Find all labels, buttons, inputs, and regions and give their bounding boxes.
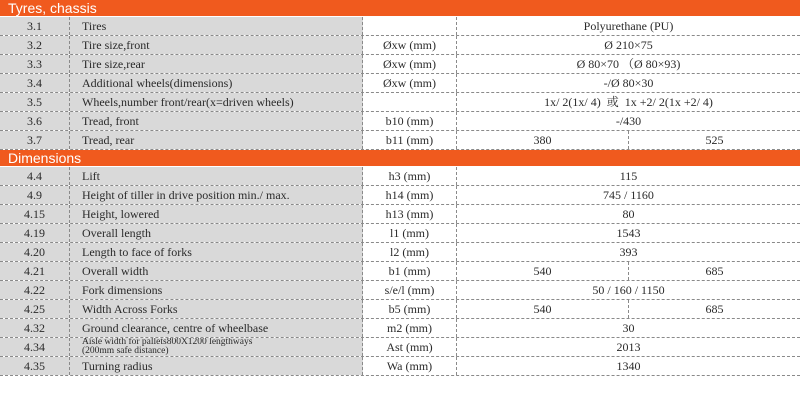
row-label: Tire size,rear bbox=[70, 55, 363, 73]
row-value: -/Ø 80×30 bbox=[603, 76, 654, 90]
row-label: Tire size,front bbox=[70, 36, 363, 54]
table-row bbox=[0, 319, 800, 338]
row-unit: l2 (mm) bbox=[363, 243, 457, 261]
row-label: Length to face of forks bbox=[70, 243, 363, 261]
row-value-left: 540 bbox=[457, 262, 629, 280]
row-number: 4.35 bbox=[0, 357, 70, 375]
row-label: Ground clearance, centre of wheelbase bbox=[70, 319, 363, 337]
row-unit: Øxw (mm) bbox=[363, 36, 457, 54]
row-number: 3.6 bbox=[0, 112, 70, 130]
table-row bbox=[0, 224, 800, 243]
row-label: Height of tiller in drive position min./ max. bbox=[70, 186, 363, 204]
table-row bbox=[0, 300, 800, 319]
row-number: 3.5 bbox=[0, 93, 70, 111]
row-number: 4.34 bbox=[0, 338, 70, 356]
row-value: -/430 bbox=[615, 114, 642, 128]
row-label: Wheels,number front/rear(x=driven wheels) bbox=[70, 93, 363, 111]
row-value-left: 380 bbox=[457, 131, 629, 149]
table-row bbox=[0, 36, 800, 55]
row-label bbox=[70, 338, 363, 356]
row-unit bbox=[363, 17, 457, 35]
row-label: Turning radius bbox=[70, 357, 363, 375]
row-unit: l1 (mm) bbox=[363, 224, 457, 242]
row-value: 2013 bbox=[616, 340, 641, 354]
row-unit: h13 (mm) bbox=[363, 205, 457, 223]
row-number: 4.9 bbox=[0, 186, 70, 204]
table-row bbox=[0, 262, 800, 281]
row-unit: m2 (mm) bbox=[363, 319, 457, 337]
row-value-right: 685 bbox=[705, 302, 724, 316]
row-label: Additional wheels(dimensions) bbox=[70, 74, 363, 92]
table-row bbox=[0, 281, 800, 300]
row-number: 4.4 bbox=[0, 167, 70, 185]
row-value: Ø 210×75 bbox=[604, 38, 653, 52]
row-value: 115 bbox=[619, 169, 638, 183]
row-number: 4.22 bbox=[0, 281, 70, 299]
row-value: 30 bbox=[622, 321, 635, 335]
table-row bbox=[0, 112, 800, 131]
row-value: Polyurethane (PU) bbox=[583, 19, 674, 33]
row-value: Ø 80×70 （Ø 80×93) bbox=[576, 57, 681, 71]
row-unit: b10 (mm) bbox=[363, 112, 457, 130]
row-value: 1340 bbox=[616, 359, 641, 373]
row-value-left: 540 bbox=[457, 300, 629, 318]
row-unit: Øxw (mm) bbox=[363, 55, 457, 73]
row-number: 3.2 bbox=[0, 36, 70, 54]
section-header-dimensions: Dimensions bbox=[0, 150, 800, 167]
row-label: Overall length bbox=[70, 224, 363, 242]
row-number: 4.21 bbox=[0, 262, 70, 280]
row-number: 3.3 bbox=[0, 55, 70, 73]
row-label: Fork dimensions bbox=[70, 281, 363, 299]
table-row bbox=[0, 243, 800, 262]
row-unit: h14 (mm) bbox=[363, 186, 457, 204]
row-number: 3.1 bbox=[0, 17, 70, 35]
table-row bbox=[0, 338, 800, 357]
row-value-right: 525 bbox=[705, 133, 724, 147]
row-value: 80 bbox=[622, 207, 635, 221]
table-row bbox=[0, 55, 800, 74]
row-unit bbox=[363, 93, 457, 111]
row-label: Tread, rear bbox=[70, 131, 363, 149]
row-label: Tires bbox=[70, 17, 363, 35]
row-unit: Øxw (mm) bbox=[363, 74, 457, 92]
row-label: Overall width bbox=[70, 262, 363, 280]
row-label: Width Across Forks bbox=[70, 300, 363, 318]
row-unit: b11 (mm) bbox=[363, 131, 457, 149]
row-value: 393 bbox=[619, 245, 638, 259]
row-number: 4.19 bbox=[0, 224, 70, 242]
table-row bbox=[0, 205, 800, 224]
row-value: 745 / 1160 bbox=[603, 188, 654, 202]
section-header-tyres-chassis: Tyres, chassis bbox=[0, 0, 800, 17]
table-row bbox=[0, 131, 800, 150]
table-row bbox=[0, 167, 800, 186]
row-label: Tread, front bbox=[70, 112, 363, 130]
table-row bbox=[0, 357, 800, 376]
row-unit: b5 (mm) bbox=[363, 300, 457, 318]
row-number: 3.4 bbox=[0, 74, 70, 92]
row-number: 4.32 bbox=[0, 319, 70, 337]
table-row bbox=[0, 74, 800, 93]
row-unit: Wa (mm) bbox=[363, 357, 457, 375]
row-label-line2: (200mm safe distance) bbox=[82, 346, 169, 356]
row-unit: h3 (mm) bbox=[363, 167, 457, 185]
row-unit: s/e/l (mm) bbox=[363, 281, 457, 299]
row-number: 4.20 bbox=[0, 243, 70, 261]
row-value: 1x/ 2(1x/ 4) 或 1x +2/ 2(1x +2/ 4) bbox=[544, 95, 713, 109]
row-label: Lift bbox=[70, 167, 363, 185]
row-number: 4.25 bbox=[0, 300, 70, 318]
row-label-line1: Aisle width for pallets800X1200 lengthways bbox=[82, 338, 253, 347]
row-label: Height, lowered bbox=[70, 205, 363, 223]
row-number: 3.7 bbox=[0, 131, 70, 149]
table-row bbox=[0, 17, 800, 36]
row-value: 50 / 160 / 1150 bbox=[592, 283, 665, 297]
table-row bbox=[0, 93, 800, 112]
table-row bbox=[0, 186, 800, 205]
row-unit: Ast (mm) bbox=[363, 338, 457, 356]
row-value-right: 685 bbox=[705, 264, 724, 278]
row-unit: b1 (mm) bbox=[363, 262, 457, 280]
row-value: 1543 bbox=[616, 226, 641, 240]
row-number: 4.15 bbox=[0, 205, 70, 223]
